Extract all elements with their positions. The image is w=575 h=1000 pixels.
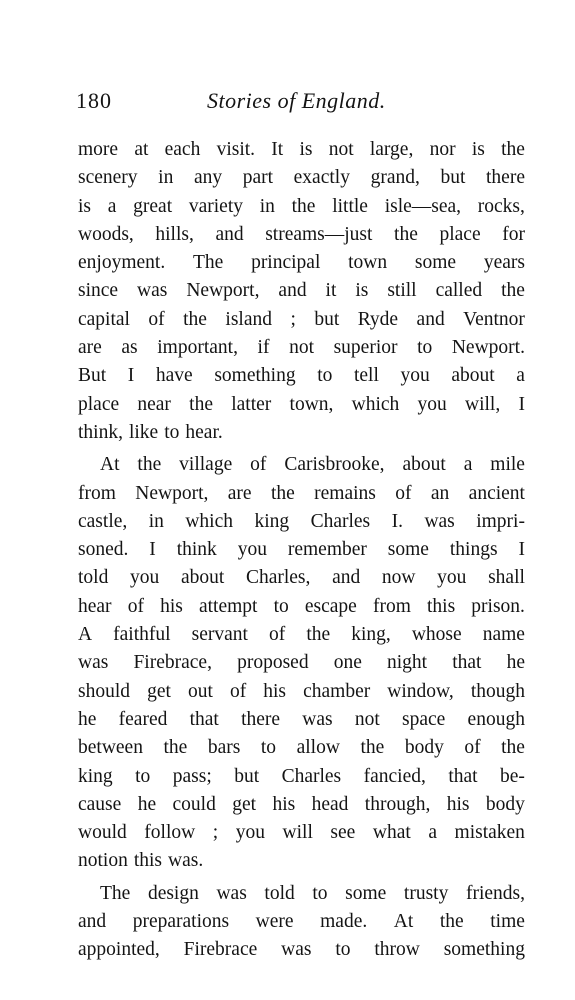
word: place: [78, 393, 120, 415]
word: made.: [320, 911, 368, 933]
word: since: [78, 280, 119, 302]
word: between: [78, 737, 143, 759]
word: the: [183, 308, 207, 330]
word: nor: [429, 139, 456, 160]
word: and: [416, 308, 445, 330]
word: an: [430, 482, 450, 504]
word: which: [351, 393, 400, 415]
word: appointed,: [78, 939, 160, 961]
word: are: [227, 482, 252, 504]
word: of: [250, 454, 267, 476]
word: of: [127, 595, 144, 617]
word: his: [263, 680, 287, 702]
word: near: [137, 393, 171, 415]
word: he: [137, 793, 157, 815]
word: in: [259, 195, 275, 217]
text-line: [78, 164, 525, 192]
word: you: [235, 822, 265, 844]
word: but: [234, 765, 260, 787]
text-line: [78, 908, 525, 936]
word: Newport,: [186, 280, 260, 302]
word: throw: [374, 939, 420, 961]
word: the: [137, 454, 162, 476]
word: Firebrace: [183, 939, 258, 961]
word: feared: [118, 708, 168, 730]
word: ;: [290, 308, 296, 330]
word: what: [372, 822, 411, 844]
word: his: [446, 793, 470, 815]
word: woods,: [78, 223, 134, 245]
word: was: [137, 280, 168, 302]
word: not: [289, 337, 314, 359]
word: something: [443, 939, 525, 961]
word: the: [360, 737, 385, 759]
word: faithful: [113, 624, 171, 646]
word: is: [78, 195, 92, 217]
word: in: [148, 510, 164, 532]
word: could: [172, 793, 216, 815]
word: at: [134, 139, 149, 160]
word: through,: [364, 793, 431, 815]
text-line: [78, 419, 525, 447]
text-line: [78, 734, 525, 762]
word: will: [282, 822, 313, 844]
word: was.: [168, 850, 204, 872]
word: the: [270, 482, 295, 504]
word: called: [435, 280, 483, 302]
page-number: 180: [76, 88, 112, 113]
word: of: [395, 482, 412, 504]
word: name: [482, 624, 525, 646]
text-line: [78, 536, 525, 564]
word: the: [394, 223, 418, 245]
word: as: [121, 337, 138, 359]
word: variety: [188, 195, 243, 217]
word: of: [269, 624, 286, 646]
word: king: [78, 765, 113, 787]
word: you: [400, 365, 430, 387]
word: great: [133, 195, 173, 217]
word: more: [78, 139, 119, 160]
word: Charles,: [245, 567, 311, 589]
word: chamber: [303, 680, 371, 702]
word: the: [501, 280, 525, 302]
word: is: [299, 139, 313, 160]
word: not: [328, 139, 354, 160]
word: to: [312, 882, 328, 904]
paragraph: [78, 880, 525, 965]
word: for: [502, 223, 525, 245]
word: to: [135, 765, 151, 787]
word: Charles: [281, 765, 342, 787]
word: something: [214, 365, 296, 387]
text-line: [78, 791, 525, 819]
word: each: [164, 139, 201, 160]
word: the: [501, 139, 525, 160]
word: capital: [78, 308, 130, 330]
word: body: [485, 793, 525, 815]
text-line: [78, 819, 525, 847]
word: the: [306, 624, 331, 646]
word: But: [78, 365, 107, 387]
word: latter: [231, 393, 272, 415]
word: enough: [467, 708, 525, 730]
text-line: [78, 221, 525, 249]
word: from: [372, 595, 411, 617]
word: are: [78, 337, 102, 359]
word: some: [387, 539, 429, 561]
word: one: [333, 652, 362, 674]
word: important,: [157, 337, 238, 359]
word: village: [179, 454, 233, 476]
word: remains: [314, 482, 376, 504]
word: was: [424, 510, 455, 532]
word: Newport.: [451, 337, 525, 359]
word: in: [158, 167, 174, 189]
word: Firebrace,: [133, 652, 212, 674]
text-line: [78, 649, 525, 677]
word: follow: [144, 822, 196, 844]
word: get: [147, 680, 171, 702]
word: soned.: [78, 539, 129, 561]
word: there: [241, 708, 281, 730]
text-line: [78, 936, 525, 964]
word: you: [130, 567, 160, 589]
text-line: [78, 621, 525, 649]
word: I: [518, 539, 525, 561]
word: town: [348, 252, 388, 274]
text-line: [78, 593, 525, 621]
text-line: [78, 249, 525, 277]
word: this: [133, 850, 163, 872]
word: was: [281, 939, 312, 961]
word: told: [264, 882, 295, 904]
word: now: [381, 567, 416, 589]
word: enjoyment.: [78, 252, 166, 274]
word: allow: [296, 737, 340, 759]
word: to: [260, 737, 277, 759]
word: to: [417, 337, 433, 359]
word: things: [449, 539, 498, 561]
word: At: [393, 911, 414, 933]
word: think: [176, 539, 217, 561]
word: is: [471, 139, 485, 160]
word: The: [192, 252, 224, 274]
text-line: [78, 706, 525, 734]
word: remember: [287, 539, 367, 561]
word: preparations: [132, 911, 230, 933]
word: have: [155, 365, 193, 387]
word: servant: [191, 624, 248, 646]
word: mistaken: [454, 822, 525, 844]
word: friends,: [465, 882, 525, 904]
word: grand,: [370, 167, 420, 189]
word: principal: [251, 252, 321, 274]
word: but: [440, 167, 466, 189]
word: it: [325, 280, 337, 302]
word: notion: [78, 850, 128, 872]
word: night: [386, 652, 428, 674]
word: I: [127, 365, 135, 387]
word: visit.: [216, 139, 256, 160]
word: the: [439, 911, 464, 933]
page-header: [76, 88, 526, 116]
word: see: [330, 822, 356, 844]
word: from: [78, 482, 116, 504]
word: that: [448, 765, 478, 787]
text-line: [78, 564, 525, 592]
paragraph: [78, 451, 525, 875]
word: design: [147, 882, 199, 904]
text-line: [78, 362, 525, 390]
word: he: [78, 708, 97, 730]
word: the: [291, 195, 316, 217]
word: hills,: [155, 223, 194, 245]
word: some: [414, 252, 457, 274]
word: hear.: [185, 421, 223, 443]
word: is: [355, 280, 369, 302]
word: about: [451, 365, 495, 387]
word: should: [78, 680, 131, 702]
word: of: [148, 308, 165, 330]
text-line: [78, 847, 525, 875]
word: told: [78, 567, 109, 589]
word: was: [78, 652, 109, 674]
word: body: [404, 737, 444, 759]
word: a: [463, 454, 473, 476]
word: there: [486, 167, 525, 189]
paragraph: [78, 136, 525, 447]
word: and: [278, 280, 307, 302]
word: fancied,: [363, 765, 426, 787]
word: but: [314, 308, 340, 330]
word: Charles: [310, 510, 371, 532]
word: window,: [387, 680, 454, 702]
word: his: [272, 793, 296, 815]
word: any: [193, 167, 223, 189]
word: get: [232, 793, 257, 815]
word: space: [402, 708, 446, 730]
text-line: [78, 880, 525, 908]
text-line: [78, 136, 525, 164]
word: tell: [353, 365, 379, 387]
text-line: [78, 193, 525, 221]
word: At: [100, 454, 120, 476]
word: a: [516, 365, 525, 387]
word: about: [402, 454, 446, 476]
word: castle,: [78, 510, 128, 532]
text-line: [78, 391, 525, 419]
word: he: [506, 652, 525, 674]
word: I: [518, 393, 525, 415]
word: island: [225, 308, 272, 330]
word: his: [160, 595, 183, 617]
word: Ryde: [357, 308, 399, 330]
word: about: [180, 567, 225, 589]
word: large,: [369, 139, 414, 160]
word: were: [255, 911, 294, 933]
word: you: [437, 567, 467, 589]
word: time: [490, 911, 525, 933]
word: the: [501, 737, 525, 759]
word: will,: [465, 393, 501, 415]
word: still: [387, 280, 417, 302]
word: was: [302, 708, 333, 730]
word: bars: [207, 737, 241, 759]
word: to: [164, 421, 180, 443]
word: exactly: [293, 167, 350, 189]
word: impri-: [476, 510, 525, 532]
word: pass;: [172, 765, 212, 787]
word: rocks,: [477, 195, 525, 217]
word: though: [470, 680, 525, 702]
word: ancient: [468, 482, 525, 504]
word: mile: [490, 454, 525, 476]
word: superior: [333, 337, 398, 359]
word: place: [439, 223, 481, 245]
word: was: [216, 882, 247, 904]
word: this: [426, 595, 456, 617]
word: town,: [289, 393, 334, 415]
word: trusty: [403, 882, 449, 904]
word: shall: [488, 567, 525, 589]
word: part: [242, 167, 274, 189]
text-line: [78, 451, 525, 479]
word: proposed: [237, 652, 309, 674]
word: be-: [500, 765, 525, 787]
word: out: [187, 680, 213, 702]
word: the: [189, 393, 213, 415]
word: of: [229, 680, 247, 702]
word: some: [345, 882, 387, 904]
word: The: [100, 882, 131, 904]
word: I: [149, 539, 156, 561]
word: if: [257, 337, 270, 359]
word: attempt: [198, 595, 258, 617]
word: of: [464, 737, 481, 759]
text-line: [78, 508, 525, 536]
word: you: [237, 539, 267, 561]
text-line: [78, 277, 525, 305]
word: streams—just: [265, 223, 373, 245]
word: you: [417, 393, 447, 415]
word: that: [452, 652, 482, 674]
word: to: [335, 939, 351, 961]
text-line: [78, 678, 525, 706]
word: to: [273, 595, 289, 617]
word: It: [271, 139, 284, 160]
word: cause: [78, 793, 122, 815]
word: isle—sea,: [384, 195, 462, 217]
word: Ventnor: [463, 308, 525, 330]
word: hear: [78, 595, 112, 617]
word: head: [311, 793, 349, 815]
text-line: [78, 480, 525, 508]
word: and: [332, 567, 361, 589]
word: king,: [351, 624, 391, 646]
word: think,: [78, 421, 123, 443]
word: I.: [391, 510, 403, 532]
word: a: [428, 822, 437, 844]
word: the: [163, 737, 188, 759]
text-line: [78, 334, 525, 362]
word: ;: [212, 822, 219, 844]
word: like: [128, 421, 159, 443]
word: would: [78, 822, 127, 844]
word: a: [107, 195, 117, 217]
word: and: [215, 223, 244, 245]
text-line: [78, 306, 525, 334]
word: not: [354, 708, 380, 730]
word: that: [189, 708, 219, 730]
word: whose: [411, 624, 462, 646]
word: to: [317, 365, 333, 387]
word: little: [332, 195, 368, 217]
body-text: [78, 136, 525, 965]
word: A: [78, 624, 93, 646]
word: prison.: [471, 595, 525, 617]
word: king: [254, 510, 290, 532]
word: which: [185, 510, 233, 532]
text-line: [78, 763, 525, 791]
word: years: [483, 252, 525, 274]
running-title: Stories of England.: [207, 88, 386, 113]
word: scenery: [78, 167, 138, 189]
word: Newport,: [135, 482, 209, 504]
word: escape: [304, 595, 357, 617]
word: and: [78, 911, 107, 933]
word: Carisbrooke,: [284, 454, 385, 476]
